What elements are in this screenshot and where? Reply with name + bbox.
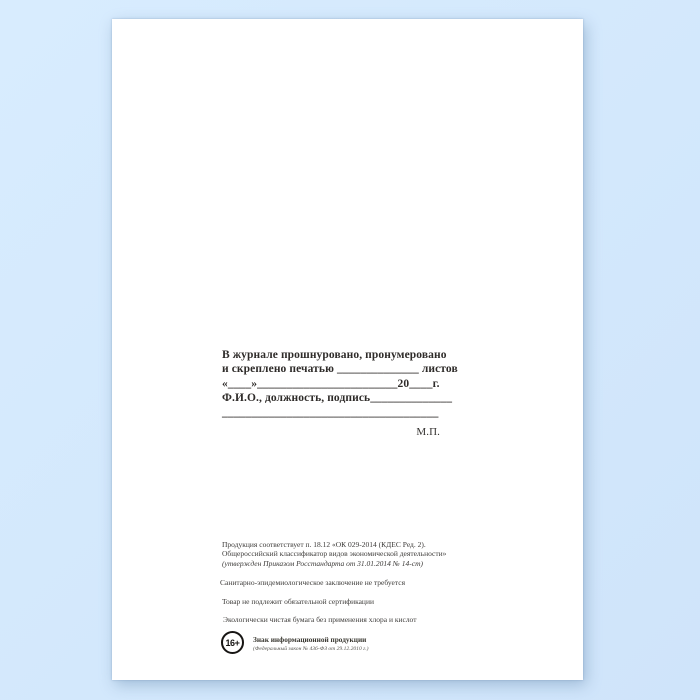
- stitch-line-3-date: «____»________________________20____г.: [222, 377, 440, 390]
- certification-note: Товар не подлежит обязательной сертификации: [222, 597, 374, 606]
- journal-back-page: [112, 19, 583, 680]
- stitch-line-4-signature: Ф.И.О., должность, подпись______________: [222, 392, 453, 405]
- information-product-mark-label: Знак информационной продукции: [253, 635, 367, 644]
- age-rating-row: [221, 631, 369, 654]
- sanitary-conclusion-note: Санитарно-эпидемиологическое заключение не требуется: [220, 578, 406, 587]
- age-rating-text: [253, 631, 369, 652]
- product-classification-line-2: Общероссийский классификатор видов экономической деятельности»: [222, 549, 447, 559]
- product-classification-line-1: Продукция соответствует п. 18.12 «ОК 029-2014 (КДЕС Ред. 2).: [222, 540, 426, 549]
- product-classification-line-3: (утвержден Приказом Росстандарта от 31.01.2014 № 14-ст): [222, 558, 423, 568]
- stitch-line-1: В журнале прошнуровано, пронумеровано: [222, 349, 447, 361]
- eco-paper-note: Экологически чистая бумага без применения хлора и кислот: [223, 615, 417, 624]
- stitch-line-2: и скреплено печатью ______________ листов: [222, 363, 458, 376]
- stitch-line-5-blank: _____________________________________: [222, 406, 439, 419]
- age-16-plus-icon: 16+: [221, 631, 244, 654]
- stamp-place-label: М.П.: [416, 426, 440, 439]
- stitch-certification-block: [222, 348, 458, 439]
- product-classification-note: [222, 540, 446, 568]
- federal-law-reference: (Федеральный закон № 436-ФЗ от 29.12.2010 г.): [253, 645, 369, 652]
